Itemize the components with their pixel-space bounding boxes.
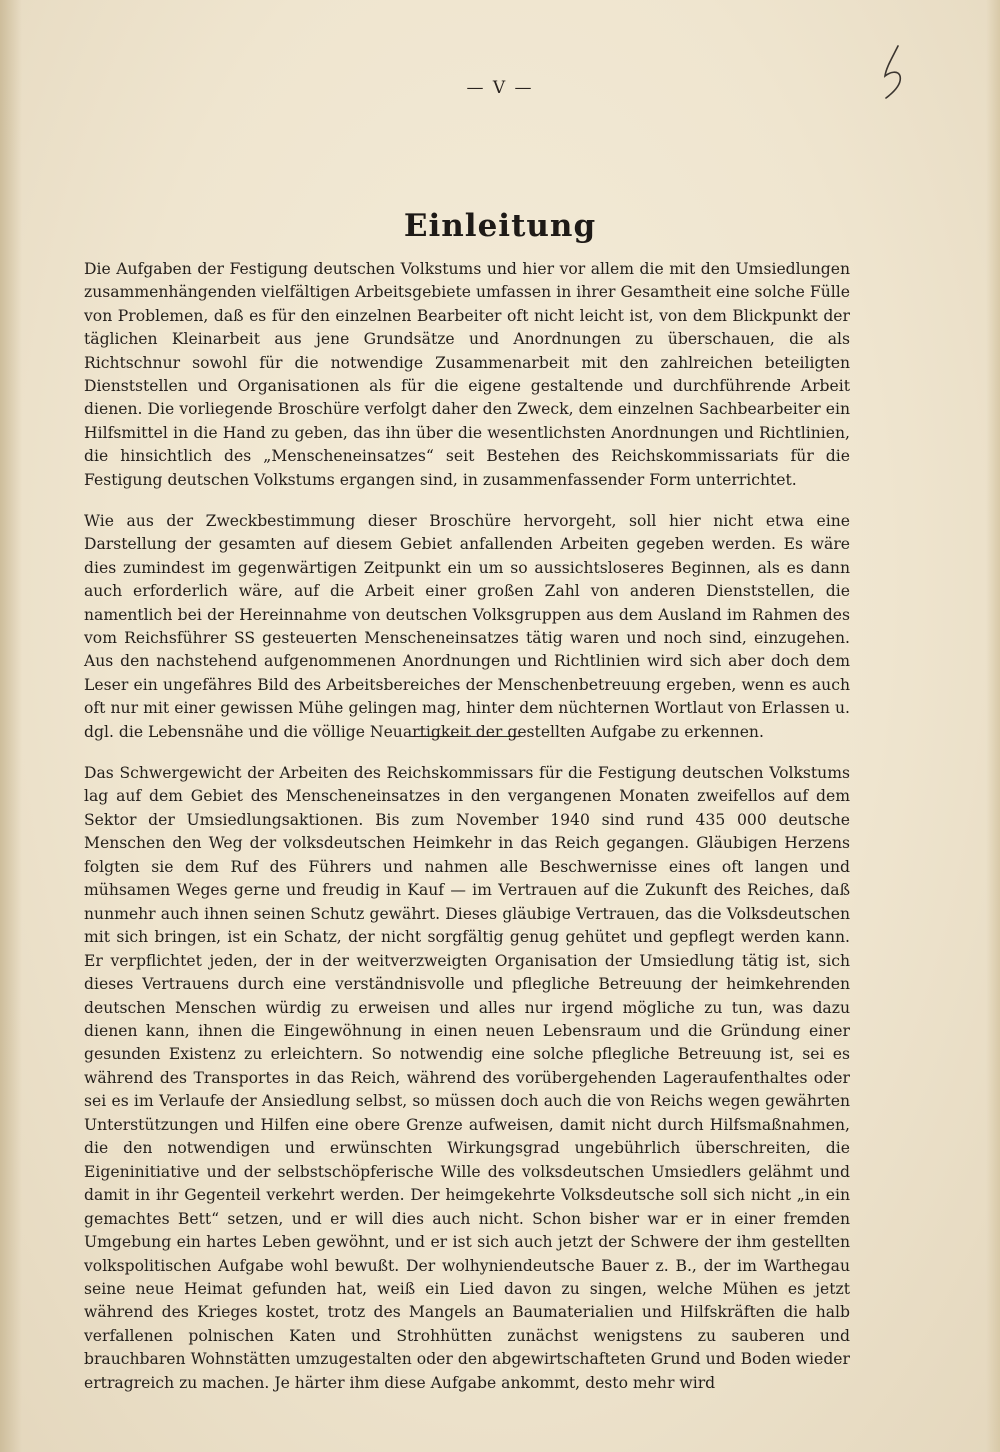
- section-divider: [410, 736, 520, 737]
- section-title: Einleitung: [403, 208, 597, 244]
- intro-paragraph-1: Die Aufgaben der Festigung deutschen Volkstums und hier vor allem die mit den Umsiedlungen zusammenhängenden vielfältigen Arbeitsgebiete umfassen in ihrer Gesamtheit eine solche Fülle von Problemen, daß es für den einzelnen Bearbeiter oft nicht leicht ist, von dem Blickpunkt der täglichen Kleinarbeit aus jene Grundsätze und Anordnungen zu überschauen, die als Richtschnur sowohl für die notwendige Zusammenarbeit mit den zahlreichen beteiligten Dienststellen und Organisationen als für die eigene gestaltende und durchführende Arbeit dienen. Die vorliegende Broschüre verfolgt daher den Zweck, dem einzelnen Sachbearbeiter ein Hilfsmittel in die Hand zu geben, das ihn über die wesentlichsten Anordnungen und Richtlinien, die hinsichtlich des „Menscheneinsatzes“ seit Bestehen des Reichskommissariats für die Festigung deutschen Volkstums ergangen sind, in zusammenfassender Form unterrichtet.: [84, 260, 850, 489]
- page-number: — V —: [466, 78, 534, 98]
- handwritten-page-mark: [878, 42, 908, 102]
- body-paragraph-1: Das Schwergewicht der Arbeiten des Reichskommissars für die Festigung deutschen Volkstums lag auf dem Gebiet des Menscheneinsatzes in den vergangenen Monaten zweifellos auf dem Sektor der Umsiedlungsaktionen. Bis zum November 1940 sind rund 435 000 deutsche Menschen den Weg der volksdeutschen Heimkehr in das Reich gegangen. Gläubigen Herzens folgten sie dem Ruf des Führers und nahmen alle Beschwernisse eines oft langen und mühsamen Weges gerne und freudig in Kauf — im Vertrauen auf die Zukunft des Reiches, daß nunmehr auch ihnen seinen Schutz gewährt. Dieses gläubige Vertrauen, das die Volksdeutschen mit sich bringen, ist ein Schatz, der nicht sorgfältig genug gehütet und gepflegt werden kann. Er verpflichtet jeden, der in der weitverzweigten Organisation der Umsiedlung tätig ist, sich dieses Vertrauens durch eine verständnisvolle und pflegliche Betreuung der heimkehrenden deutschen Menschen würdig zu erweisen und alles nur irgend mögliche zu tun, was dazu dienen kann, ihnen die Eingewöhnung in einen neuen Lebensraum und die Gründung einer gesunden Existenz zu erleichtern. So notwendig eine solche pflegliche Betreuung ist, sei es während des Transportes in das Reich, während des vorübergehenden Lageraufenthaltes oder sei es im Verlaufe der Ansiedlung selbst, so müssen doch auch die von Reichs wegen gewährten Unterstützungen und Hilfen eine obere Grenze aufweisen, damit nicht durch Hilfsmaßnahmen, die den notwendigen und erwünschten Wirkungsgrad ungebührlich überschreiten, die Eigeninitiative und der selbstschöpferische Wille des volksdeutschen Umsiedlers gelähmt und damit in ihr Gegenteil verkehrt werden. Der heimgekehrte Volksdeutsche soll sich nicht „in ein gemachtes Bett“ setzen, und er will dies auch nicht. Schon bisher war er in einer fremden Umgebung ein hartes Leben gewöhnt, und er ist sich auch jetzt der Schwere der ihm gestellten volkspolitischen Aufgabe wohl bewußt. Der wolhyniendeutsche Bauer z. B., der im Warthegau seine neue Heimat gefunden hat, weiß ein Lied davon zu singen, welche Mühen es jetzt während des Krieges kostet, trotz des Mangels an Baumaterialien und Hilfskräften die halb verfallenen polnischen Katen und Strohhütten zunächst wenigstens zu sauberen und brauchbaren Wohnstätten umzugestalten oder den abgewirtschafteten Grund und Boden wieder ertragreich zu machen. Je härter ihm diese Aufgabe ankommt, desto mehr wird: [84, 764, 850, 1392]
- intro-paragraph-2: Wie aus der Zweckbestimmung dieser Broschüre hervorgeht, soll hier nicht etwa eine Darstellung der gesamten auf diesem Gebiet anfallenden Arbeiten gegeben werden. Es wäre dies zumindest im gegenwärtigen Zeitpunkt ein um so aussichtsloseres Beginnen, als es dann auch erforderlich wäre, auf die Arbeit einer großen Zahl von anderen Dienststellen, die namentlich bei der Hereinnahme von deutschen Volksgruppen aus dem Ausland im Rahmen des vom Reichsführer SS gesteuerten Menscheneinsatzes tätig waren und noch sind, einzugehen. Aus den nachstehend aufgenommenen Anordnungen und Richtlinien wird sich aber doch dem Leser ein ungefähres Bild des Arbeitsbereiches der Menschenbetreuung ergeben, wenn es auch oft nur mit einer gewissen Mühe gelingen mag, hinter dem nüchternen Wortlaut von Erlassen u. dgl. die Lebensnähe und die völlige Neuartigkeit der gestellten Aufgabe zu erkennen.: [84, 512, 850, 741]
